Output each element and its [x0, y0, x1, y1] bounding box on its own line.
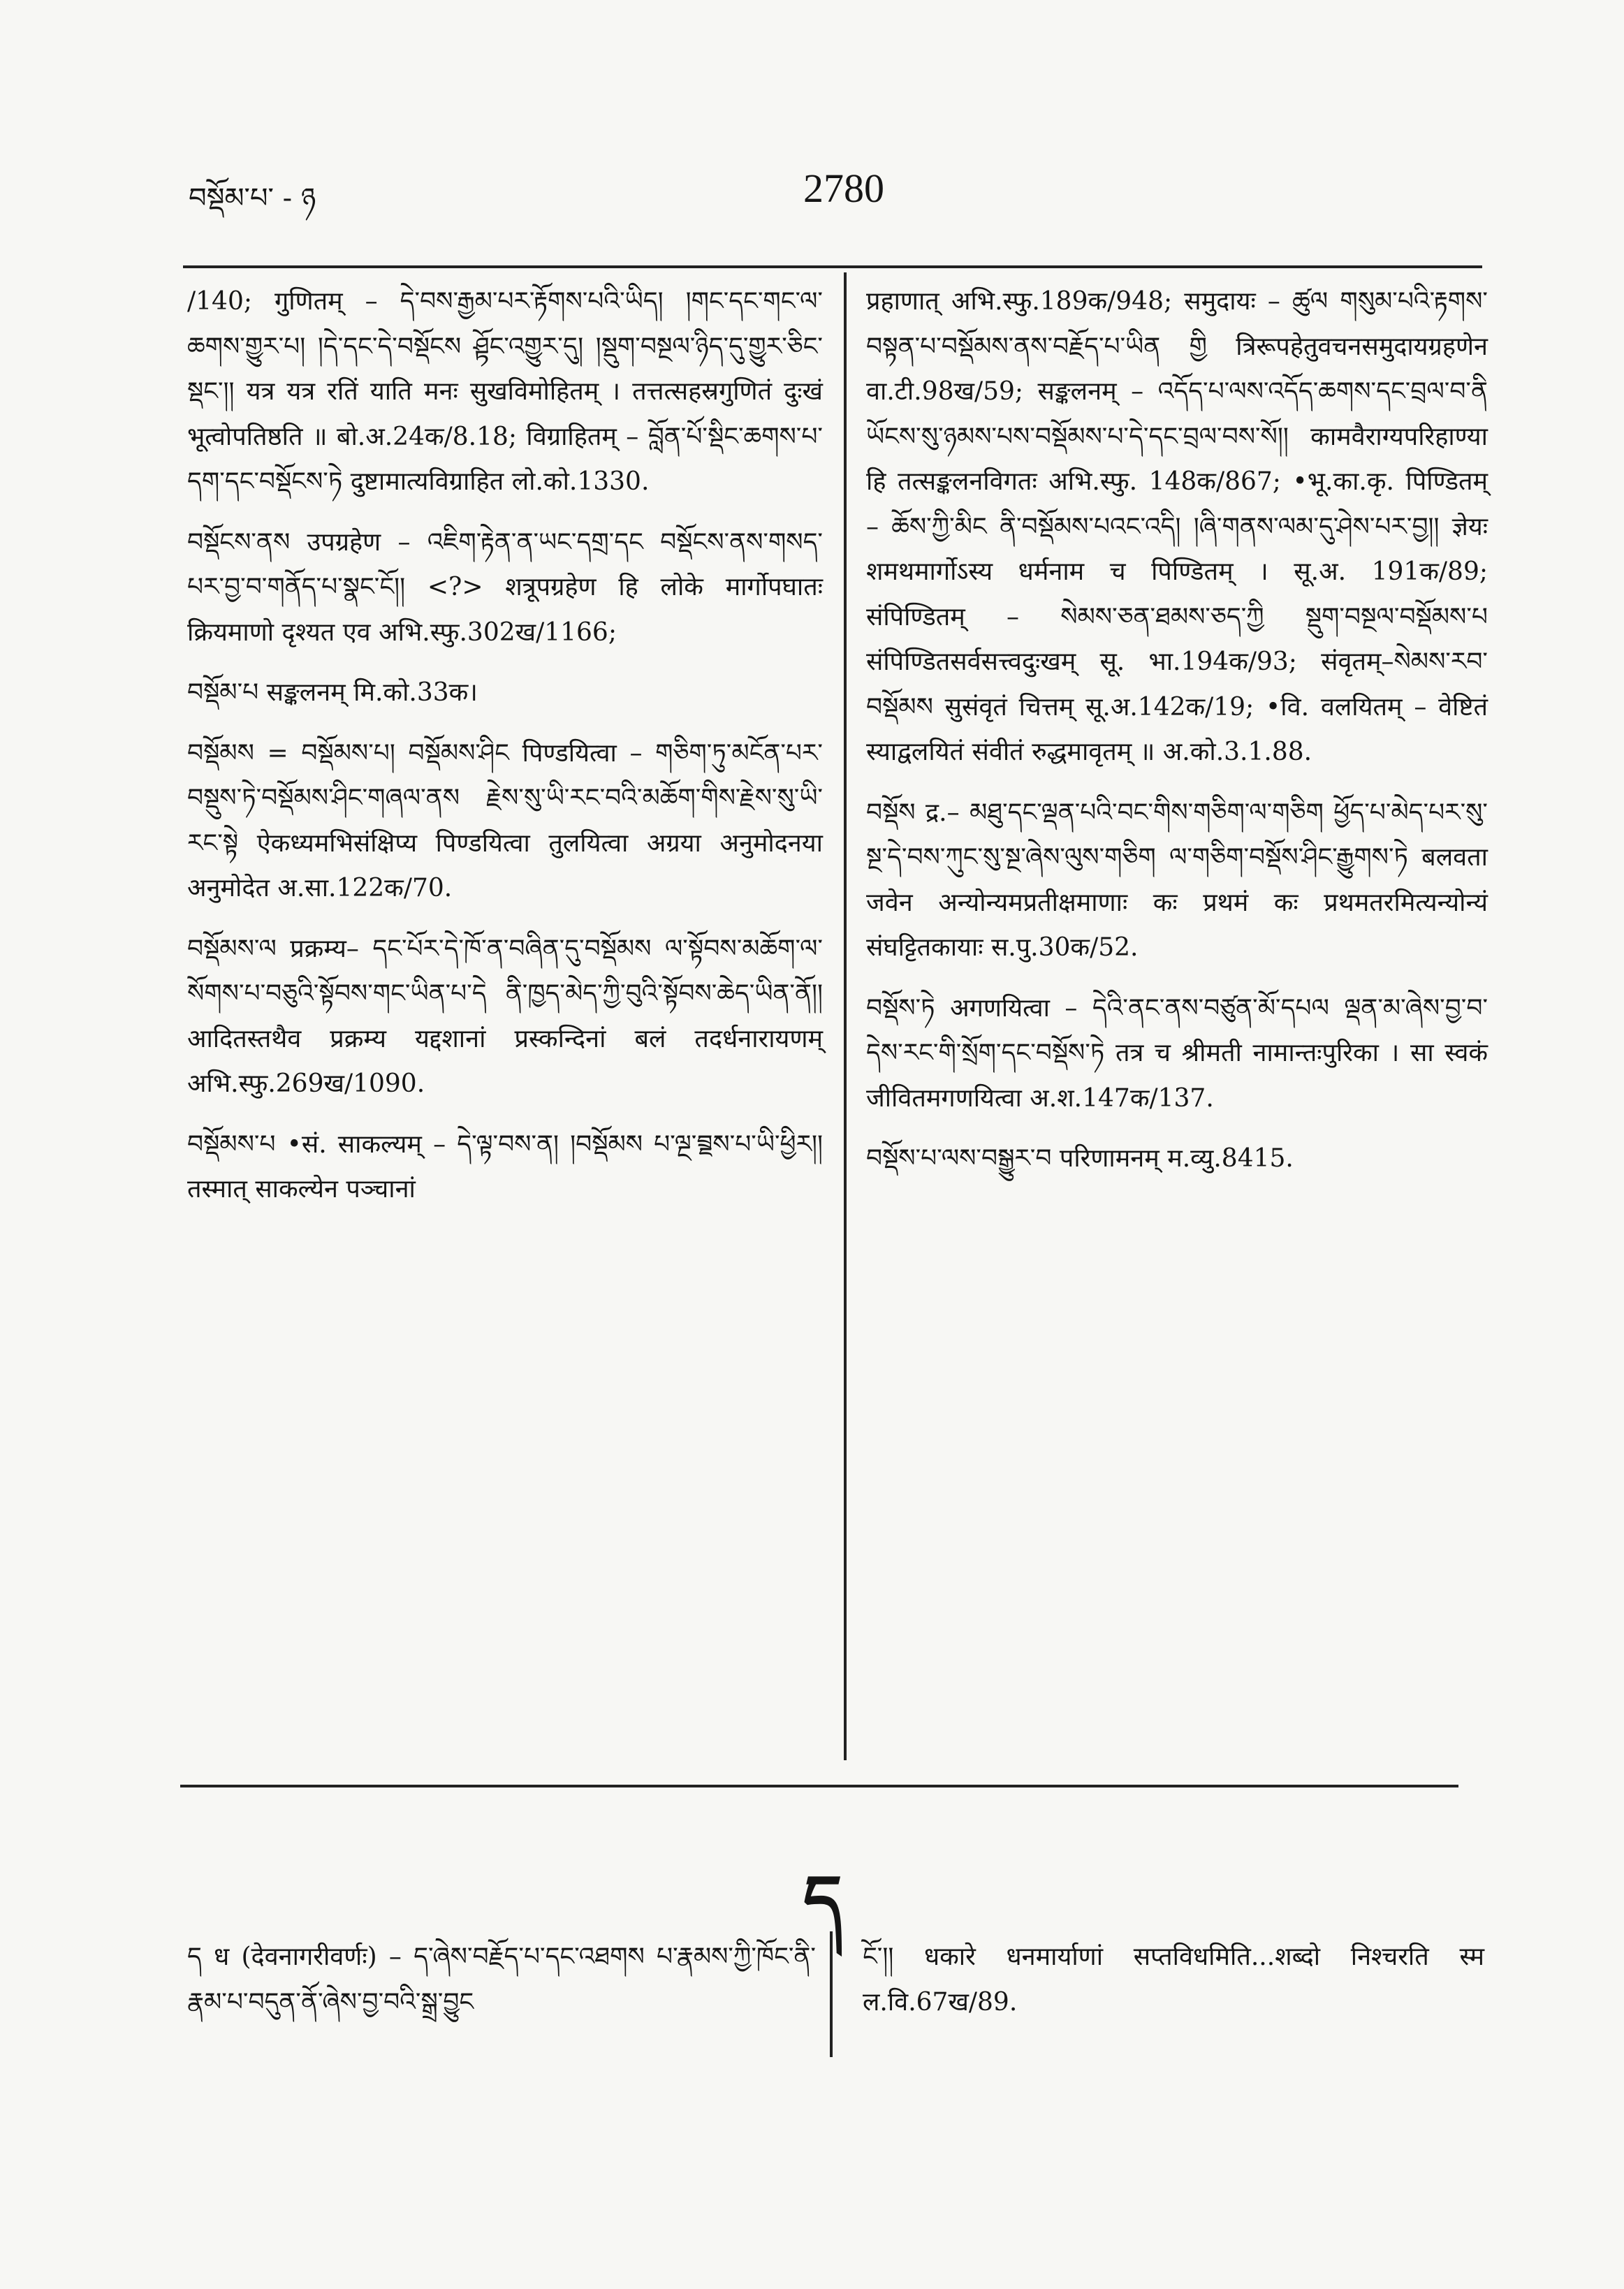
bottom-right-column: [863, 1935, 1484, 2040]
left-column: [187, 279, 823, 1228]
section-rule: [180, 1785, 1458, 1787]
entry-paragraph: བསྡོས द्र.– མཐུ་དང་ལྡན་པའི་བང་གིས་གཅིག་ལ་གཅིག ཕྱོད་པ་མེད་པར་སུ་སྔ་དེ་བས་ཀུང་སུ་སྔ་ཞེས་ལུས་གཅིག ལ་གཅིག་བསྡོས་ཤིང་རྒྱུགས་ཏེ बलवता जवेन अन्योन्यमप्रतीक्षमाणाः कः प्रथमं कः प्रथमतरमित्यन्योन्यं संघट्टितकायाः स.पु.30क/52.: [866, 798, 1488, 962]
page-number: 2780: [803, 166, 884, 211]
entry-paragraph: བསྡོས་ཏེ अगणयित्वा – དེའི་ནང་ནས་བཙུན་མོ་དཔལ ལྡན་མ་ཞེས་བྱ་བ་དེས་རང་གི་སྲོག་དང་བསྡོས་ཏེ तत्र च श्रीमती नामान्तःपुरिका । सा स्वकं जीवितमगणयित्वा अ.श.147क/137.: [866, 993, 1488, 1113]
entry-paragraph: /140; गुणितम् – དེ་བས་རྒྱམ་པར་རྟོགས་པའི་ཡིད། །གང་དང་གང་ལ་ཆགས་གྱུར་པ། །དེ་དང་དེ་བསྡོངས ཤྟོང་འགྱུར་དུ། །སྡུག་བསྔལ་ཉིད་དུ་གྱུར་ཅིང་སྡང་།། यत्र यत्र रतिं याति मनः सुखविमोहितम् । तत्तत्सहस्रगुणितं दुःखं भूत्वोपतिष्ठति ॥ बो.अ.24क/8.18; विग्राहितम् – བློན་པོ་སྡིང་ཆགས་པ་དག་དང་བསྡོངས་ཏེ दुष्टामात्यविग्राहित लो.को.1330.: [187, 287, 823, 496]
right-column: [866, 279, 1488, 1197]
running-header: བསྡོམ་པ་ - ཉ: [189, 182, 316, 214]
column-divider: [844, 272, 847, 1760]
entry-paragraph: ད ध (देवनागरीवर्णः) – ད་ཞེས་བརྗོད་པ་དང་འཐགས པ་རྣམས་ཀྱི་ཁོང་ནི་རྣམ་པ་བདུན་ནོ་ཞེས་བྱ་བའི་སྒྲ་བྱུང: [187, 1943, 816, 2017]
entry-paragraph: བསྡོམས་ལ प्रक्रम्य– དང་པོར་དེ་ཁོ་ན་བཞིན་དུ་བསྡོམས ལ་སྟོབས་མཆོག་ལ་སོགས་པ་བཅུའི་སྟོབས་གང་ཡིན་པ་དེ ནི་ཁྱད་མེད་ཀྱི་བུའི་སྟོབས་ཆེད་ཡིན་ནོ།། आदितस्तथैव प्रक्रम्य यद्दशानां प्रस्कन्दिनां बलं तदर्धनारायणम् अभि.स्फु.269ख/1090.: [187, 934, 823, 1098]
entry-paragraph: བསྡོམས་པ •सं. साकल्यम् – དེ་ལྟ་བས་ན། །བསྡོམས པ་ལྔ་བྲྡས་པ་ཡི་ཕྱིར།། तस्मात् साकल्येन पञ्चानां: [187, 1129, 823, 1204]
top-rule: [183, 265, 1482, 268]
entry-paragraph: ངོ་།། धकारे धनमार्याणां सप्तविधमिति...शब्दो निश्चरति स्म ल.वि.67ख/89.: [863, 1943, 1484, 2017]
entry-paragraph: བསྡོངས་ནས उपग्रहेण – འཇིག་རྟེན་ན་ཡང་དགྲ་དང བསྡོངས་ནས་གསད་པར་བྱ་བ་གནོད་པ་སྣང་ངོ།། <?> शत्रूपग्रहेण हि लोके मार्गोपघातः क्रियमाणो दृश्यत एव अभि.स्फु.302ख/1166;: [187, 527, 823, 647]
entry-paragraph: བསྡོམས = བསྡོམས་པ། བསྡོམས་ཤིང पिण्डयित्वा – གཅིག་ཏུ་མངོན་པར་བསྡུས་ཏེ་བསྡོམས་ཤིང་གཞལ་ནས རྗེས་སུ་ཡི་རང་བའི་མཆོག་གིས་རྗེས་སུ་ཡི་རང་སྟེ ऐकध्यमभिसंक्षिप्य पिण्डयित्वा तुलयित्वा अग्रया अनुमोदनया अनुमोदेत अ.सा.122क/70.: [187, 738, 823, 902]
section-letter: ད: [803, 1860, 842, 1939]
entry-paragraph: བསྡོས་པ་ལས་བསྒྱུར་བ परिणामनम् म.व्यु.8415.: [866, 1144, 1294, 1173]
entry-paragraph: བསྡོམ་པ सङ्कलनम् मि.को.33क।: [187, 678, 478, 707]
bottom-left-column: [187, 1935, 816, 2040]
bottom-column-divider: [830, 1931, 833, 2057]
entry-paragraph: प्रहाणात् अभि.स्फु.189क/948; समुदायः – ཚུལ གསུམ་པའི་རྟགས་བསྟན་པ་བསྡོམས་ནས་བརྗོད་པ་ཡིན གྱི त्रिरूपहेतुवचनसमुदायग्रहणेन वा.टी.98ख/59; सङ्कलनम् – འདོད་པ་ལས་འདོད་ཆགས་དང་བྲལ་བ་ནི ཡོངས་སུ་ཉམས་པས་བསྡོམས་པ་དེ་དང་བྲལ་བས་སོ།། कामवैराग्यपरिहाण्या हि तत्सङ्कलनविगतः अभि.स्फु. 148क/867; •भू.का.कृ. पिण्डितम् – ཆོས་ཀྱི་མིང ནི་བསྡོམས་པའང་འདི། །ཞི་གནས་ལམ་དུ་ཤེས་པར་བྱ།། ज्ञेयः शमथमार्गोऽस्य धर्मनाम च पिण्डितम् । सू.अ. 191क/89; संपिण्डितम् – སེམས་ཅན་ཐམས་ཅད་ཀྱི སྡུག་བསྔལ་བསྡོམས་པ संपिण्डितसर्वसत्त्वदुःखम् सू. भा.194क/93; संवृतम्–སེམས་རབ་བསྡོམས सुसंवृतं चित्तम् सू.अ.142क/19; •वि. वलयितम् – वेष्टितं स्याद्वलयितं संवीतं रुद्धमावृतम् ॥ अ.को.3.1.88.: [866, 287, 1488, 766]
